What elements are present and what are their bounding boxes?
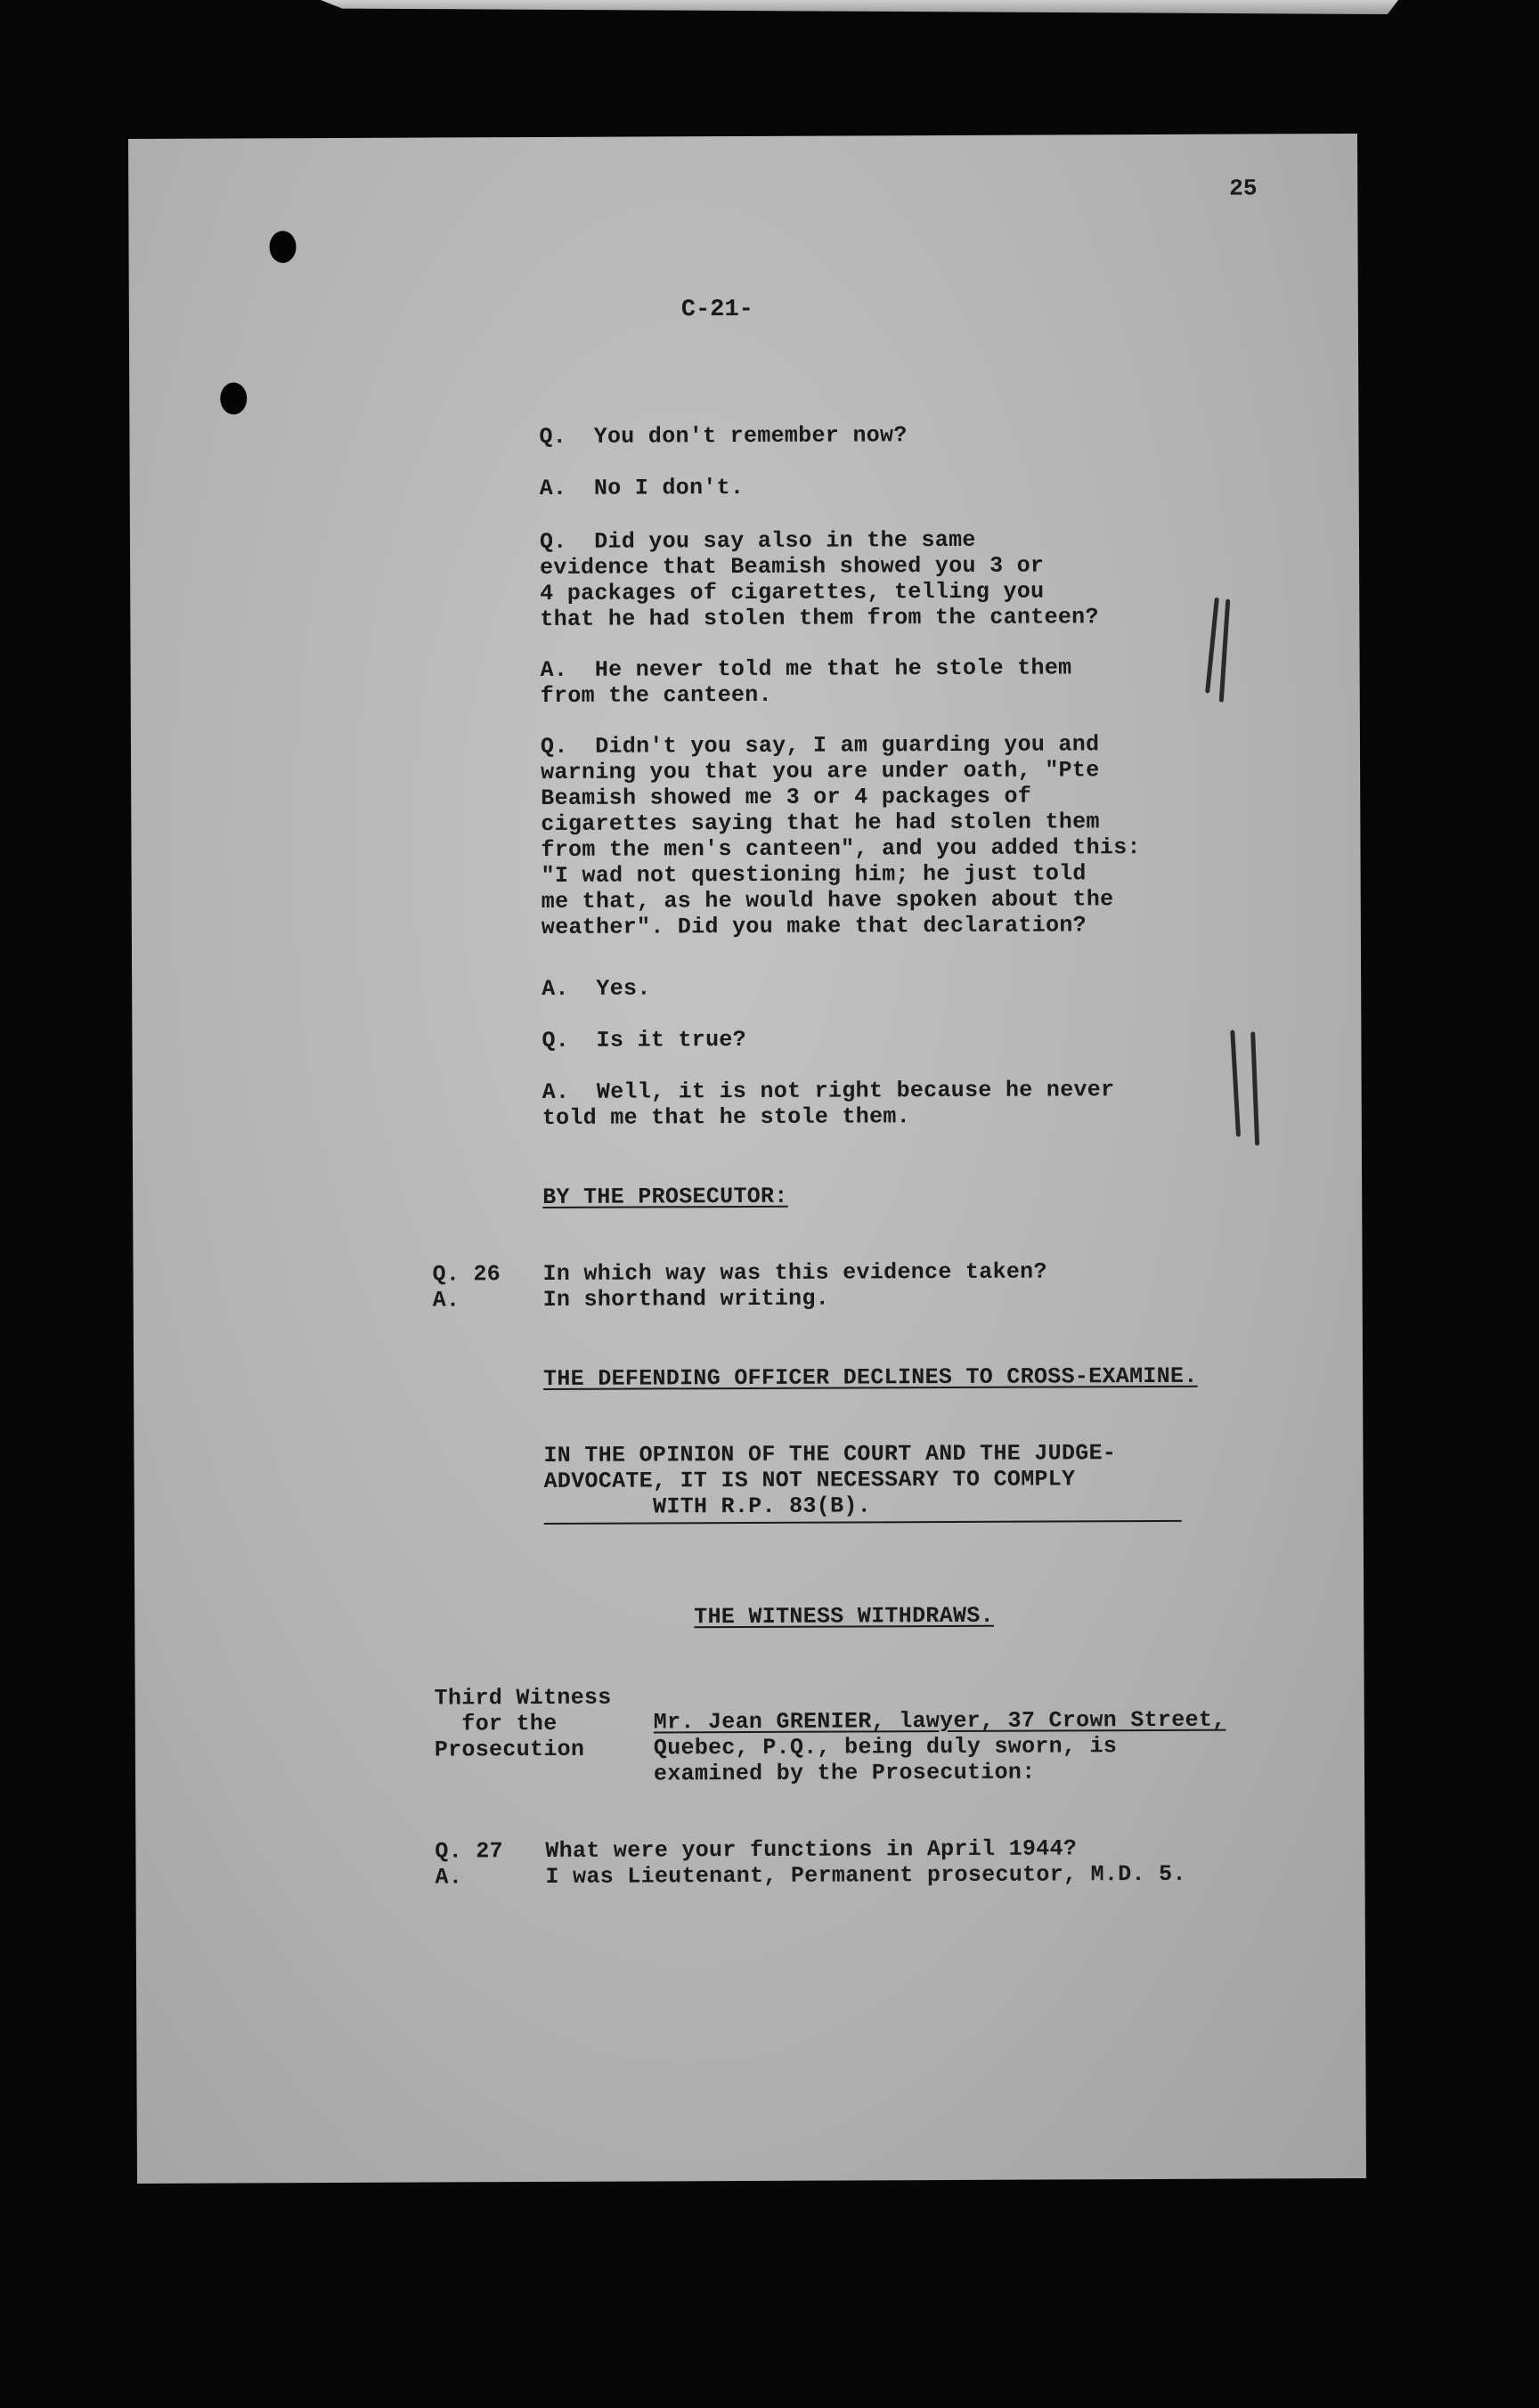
- qa-2: A. No I don't.: [539, 474, 745, 501]
- qa-6: A. Yes.: [542, 975, 651, 1002]
- by-prosecutor-heading: BY THE PROSECUTOR:: [542, 1183, 788, 1210]
- page-number: 25: [1229, 175, 1258, 202]
- court-opinion-rule: [544, 1520, 1182, 1525]
- qa-3: Q. Did you say also in the same evidence that Beamish showed you 3 or 4 packages of cigarettes, telling you that he had stolen them from the canteen?: [539, 526, 1099, 632]
- qa-8: A. Well, it is not right because he never told me that he stole them.: [542, 1077, 1115, 1131]
- q26-text: In which way was this evidence taken? In shorthand writing.: [542, 1258, 1047, 1313]
- punch-hole-top: [269, 231, 296, 263]
- document-page: [128, 134, 1366, 2184]
- third-witness-name-line: Mr. Jean GRENIER, lawyer, 37 Crown Street,: [653, 1706, 1226, 1736]
- margin-mark-1b: [1219, 599, 1231, 703]
- punch-hole-bottom: [220, 382, 247, 414]
- defending-officer-note: THE DEFENDING OFFICER DECLINES TO CROSS-EXAMINE.: [543, 1363, 1198, 1392]
- third-witness-details: Quebec, P.Q., being duly sworn, is examined by the Prosecution:: [653, 1733, 1118, 1787]
- qa-4: A. He never told me that he stole them from the canteen.: [540, 655, 1072, 709]
- witness-withdraws-note: THE WITNESS WITHDRAWS.: [694, 1602, 994, 1631]
- margin-mark-1a: [1205, 598, 1219, 694]
- page-header: C-21-: [680, 296, 753, 324]
- court-opinion-note: IN THE OPINION OF THE COURT AND THE JUDGE- ADVOCATE, IT IS NOT NECESSARY TO COMPLY WITH R.P. 83(B).: [543, 1440, 1117, 1520]
- previous-page-edge: [321, 0, 1398, 14]
- q27-text: What were your functions in April 1944? I was Lieutenant, Permanent prosecutor, M.D. 5.: [545, 1835, 1186, 1890]
- margin-mark-2b: [1250, 1031, 1259, 1145]
- q26-label: Q. 26 A.: [432, 1261, 501, 1314]
- third-witness-label: Third Witness for the Prosecution: [434, 1684, 612, 1763]
- margin-mark-2a: [1230, 1030, 1241, 1137]
- qa-5: Q. Didn't you say, I am guarding you and warning you that you are under oath, "Pte Beamish showed me 3 or 4 packages of cigarettes saying that he had stolen them from the men's canteen", and you added this: "I wad not questioning him; he just told me that, as he would have spoken about the weather". Did you make that declaration?: [540, 731, 1141, 940]
- q27-label: Q. 27 A.: [435, 1838, 503, 1891]
- qa-1: Q. You don't remember now?: [539, 422, 908, 450]
- qa-7: Q. Is it true?: [542, 1026, 747, 1054]
